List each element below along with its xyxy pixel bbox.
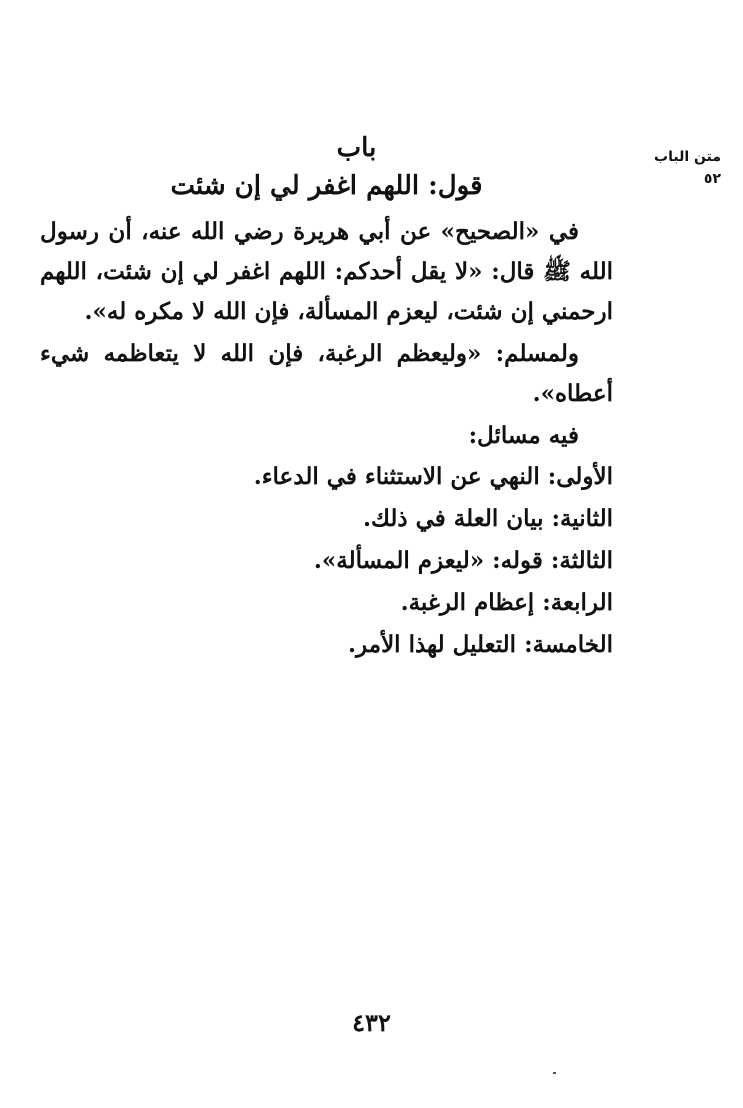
- page-number: ٤٣٢: [352, 1008, 391, 1037]
- chapter-title: قول: اللهم اغفر لي إن شئت: [170, 171, 483, 201]
- issue-item-2: الثانية: بيان العلة في ذلك.: [362, 505, 613, 532]
- margin-note-number: ٥٢: [703, 171, 721, 187]
- muslim-paragraph: ولمسلم: «وليعظم الرغبة، فإن الله لا يتعاظمه شيء أعطاه».: [40, 340, 613, 407]
- margin-note: [631, 146, 721, 190]
- chapter-heading: باب: [336, 133, 377, 163]
- issue-item-4: الرابعة: إعظام الرغبة.: [400, 589, 613, 616]
- hadith-paragraph: في «الصحيح» عن أبي هريرة رضي الله عنه، أن رسول الله ﷺ قال: «لا يقل أحدكم: اللهم اغفر لي إن شئت، اللهم ارحمني إن شئت، ليعزم المسألة، فإن الله لا مكره له».: [40, 218, 613, 325]
- issue-item-5: الخامسة: التعليل لهذا الأمر.: [348, 631, 613, 658]
- print-speck: [553, 1072, 556, 1074]
- issue-item-1: الأولى: النهي عن الاستثناء في الدعاء.: [253, 463, 613, 490]
- page-content: [40, 130, 613, 666]
- issue-item-3: الثالثة: قوله: «ليعزم المسألة».: [313, 547, 613, 574]
- issues-section: [40, 416, 613, 666]
- issues-title: فيه مسائل:: [468, 422, 579, 449]
- issues-list: [40, 456, 613, 666]
- margin-note-label: متن الباب: [654, 149, 721, 165]
